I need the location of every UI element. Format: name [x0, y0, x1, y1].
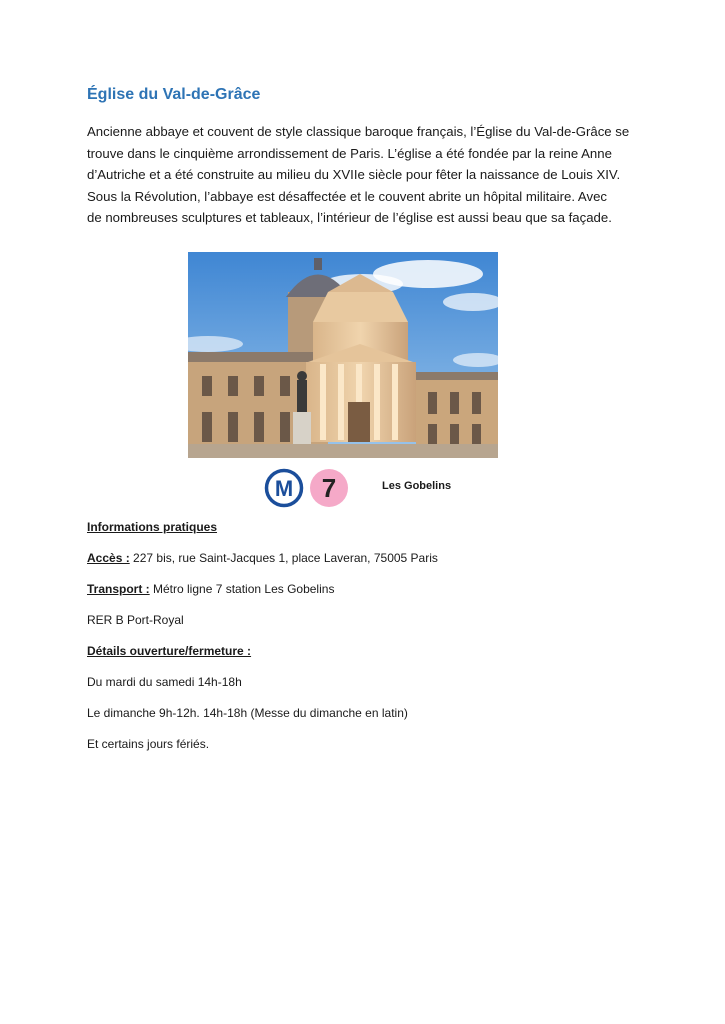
church-facade-illustration — [188, 252, 498, 458]
intro-line: de nombreuses sculptures et tableaux, l’intérieur de l’église est aussi beau que sa façade. — [87, 210, 612, 225]
station-name: Les Gobelins — [382, 480, 452, 492]
hours-line-weekday: Du mardi du samedi 14h-18h — [87, 675, 242, 689]
hours-line-sunday: Le dimanche 9h-12h. 14h-18h (Messe du dimanche en latin) — [87, 706, 408, 720]
page-title: Église du Val-de-Grâce — [87, 86, 261, 103]
rer-line: RER B Port-Royal — [87, 613, 184, 627]
intro-paragraph — [87, 121, 647, 229]
metro-line-number: 7 — [321, 473, 337, 503]
info-heading: Informations pratiques — [87, 520, 218, 534]
church-photo — [188, 252, 498, 458]
transport-line — [87, 582, 334, 596]
metro-line-7-badge — [309, 468, 349, 508]
metro-logo-icon — [264, 468, 304, 508]
acces-line — [87, 551, 438, 565]
intro-line: d’Autriche et a été construite au milieu du XVIIe siècle pour fêter la naissance de Louis XIV. — [87, 167, 621, 182]
acces-label: Accès : — [87, 551, 130, 565]
hours-line-holidays: Et certains jours fériés. — [87, 737, 210, 751]
acces-value: 227 bis, rue Saint-Jacques 1, place Laveran, 75005 Paris — [129, 551, 438, 565]
intro-line: Ancienne abbaye et couvent de style classique baroque français, l’Église du Val-de-Grâce se — [87, 124, 630, 139]
hours-heading: Détails ouverture/fermeture : — [87, 644, 252, 658]
transport-label: Transport : — [87, 582, 150, 596]
transport-value: Métro ligne 7 station Les Gobelins — [149, 582, 335, 596]
intro-line: trouve dans le cinquième arrondissement de Paris. L’église a été fondée par la reine Anne — [87, 145, 612, 161]
intro-line: Sous la Révolution, l’abbaye est désaffectée et le couvent abrite un hôpital militaire. Avec — [87, 188, 608, 204]
metro-logo-letter: M — [274, 476, 294, 501]
